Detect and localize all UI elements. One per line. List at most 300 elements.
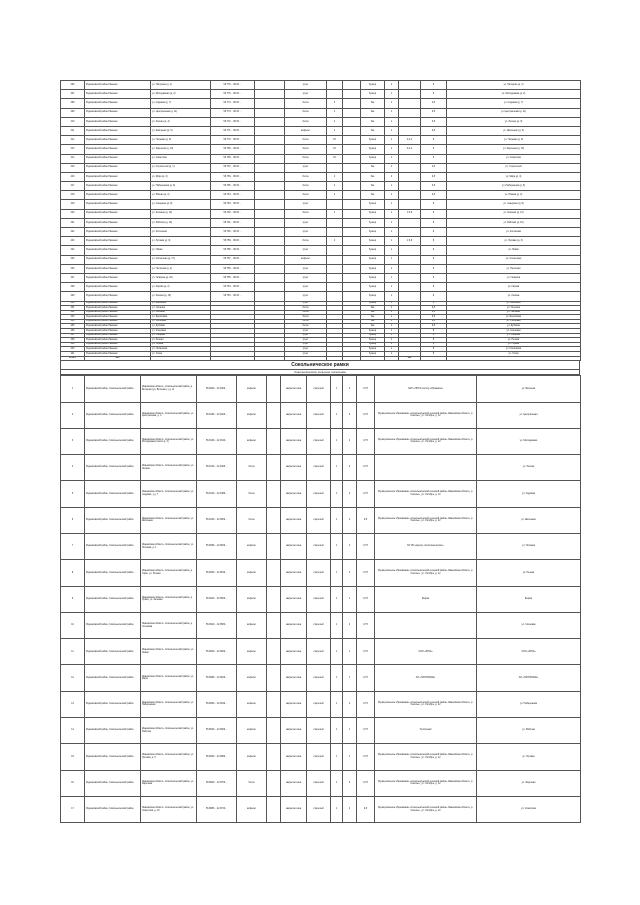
table-cell: 8 xyxy=(421,200,447,209)
table-cell: 56.760... 38.03 ... xyxy=(211,228,255,237)
table-cell xyxy=(267,691,281,717)
table-cell: Родниковский район Раменки xyxy=(85,237,151,246)
waste-sites-table-2 xyxy=(60,375,581,823)
table-cell: Ивановская область, Сокольнический район, д. Сосновка xyxy=(141,612,197,638)
table-cell: 8 xyxy=(421,228,447,237)
table-cell: 1 xyxy=(385,329,399,334)
table-row xyxy=(61,560,581,586)
table-cell: 0,75 xyxy=(357,612,375,638)
table-cell: Родниковский район, Сокольнический район xyxy=(85,507,141,533)
table-cell xyxy=(327,81,343,90)
table-cell xyxy=(399,264,421,273)
table-row xyxy=(61,237,581,246)
table-cell: Родниковский район, Сокольнический район xyxy=(85,586,141,612)
table-cell xyxy=(399,228,421,237)
table-cell: ул. Советская xyxy=(477,796,581,822)
table-cell: 56.762... 38.03 ... xyxy=(211,209,255,218)
table-cell: 412 xyxy=(61,136,85,145)
table-cell: ул. Молодёжная xyxy=(477,428,581,454)
table-cell: 441 xyxy=(61,352,85,357)
table-cell: 1 xyxy=(385,117,399,126)
table-cell: ул. Лесная xyxy=(477,455,581,481)
table-cell: 2 xyxy=(343,481,357,507)
table-row xyxy=(61,586,581,612)
table-cell: асфальт xyxy=(237,718,267,744)
table-cell xyxy=(267,639,281,665)
table-cell: Родниковский район Раменки xyxy=(85,310,151,315)
table-cell: 1 xyxy=(331,639,343,665)
table-cell: открытый xyxy=(307,560,331,586)
table-cell: 430 xyxy=(61,301,85,306)
table-cell xyxy=(255,228,285,237)
table-cell: 56.9120... 42.0480... xyxy=(197,481,237,507)
table-cell xyxy=(255,126,285,135)
table-cell: 1 xyxy=(385,255,399,264)
table-cell: бетон xyxy=(285,191,327,200)
table-cell: 8 xyxy=(61,560,85,586)
table-cell: 1 xyxy=(331,665,343,691)
table-cell: 1 xyxy=(385,283,399,292)
table-cell: ул. Садовая (д. 7) xyxy=(151,99,211,108)
table-cell: Родниковский район Раменки xyxy=(85,264,151,273)
table-row xyxy=(61,376,581,402)
table-cell: 8 xyxy=(421,329,447,334)
table-cell: Тепличный xyxy=(375,718,477,744)
table-cell: ул. Осенняя xyxy=(447,306,581,311)
table-cell: 0,75 xyxy=(357,428,375,454)
table-cell: ул. Заречная (д. 13) xyxy=(151,145,211,154)
table-cell: 4 xyxy=(327,191,343,200)
table-cell: Ивановская область, Сокольнический район, ул. Центральная, д. 4 xyxy=(141,402,197,428)
total-cell xyxy=(151,356,211,361)
table-cell: 1 xyxy=(343,665,357,691)
table-cell: Родниковский район Раменки xyxy=(85,172,151,181)
table-cell: Родниковский район Раменки xyxy=(85,329,151,334)
table-cell: 2 xyxy=(343,691,357,717)
table-cell: ул. Полевая (д. 9) xyxy=(447,136,581,145)
table-cell: ул. Молодёжная (д. 2) xyxy=(447,90,581,99)
table-row xyxy=(61,200,581,209)
table-cell: Родниковский район, Сокольнический район xyxy=(85,796,141,822)
table-cell: ул. Полянская xyxy=(151,347,211,352)
table-cell: 4 xyxy=(385,163,399,172)
table-cell: ул. Центральная (д. 11) xyxy=(151,108,211,117)
table-cell: 56.8960... 42.0640... xyxy=(197,691,237,717)
table-cell: ул. Берёзовая xyxy=(151,315,211,320)
table-cell xyxy=(343,218,361,227)
total-cell xyxy=(385,356,399,361)
table-cell: Родниковский район, Сокольнический район xyxy=(85,481,141,507)
table-cell xyxy=(343,145,361,154)
table-cell: бункер xyxy=(361,329,385,334)
table-cell xyxy=(375,612,477,638)
table-cell: бетон xyxy=(237,770,267,796)
table-cell: 1,5-8 xyxy=(399,237,421,246)
table-cell: бункер xyxy=(361,342,385,347)
table-cell: Родниковский район, Сокольнический район xyxy=(85,639,141,665)
table-cell: грунт xyxy=(285,342,327,347)
section-subtitle: Сокольническое сельское поселение xyxy=(60,370,580,375)
table-cell: 8 xyxy=(421,347,447,352)
table-cell: 1 xyxy=(385,90,399,99)
table-cell: бункер xyxy=(361,228,385,237)
table-cell: 1 xyxy=(61,376,85,402)
table-cell: 1 xyxy=(331,428,343,454)
table-row xyxy=(61,718,581,744)
table-row xyxy=(61,273,581,282)
table-cell: ул. Речная xyxy=(477,560,581,586)
table-cell: 56.9000... 42.0600... xyxy=(197,639,237,665)
table-cell: ул. Лесная (д. 3) xyxy=(151,117,211,126)
table-cell: грунт xyxy=(285,81,327,90)
table-cell xyxy=(255,191,285,200)
table-cell: 56.759... 38.03 ... xyxy=(211,237,255,246)
table-cell: ул. Набережная (д. 6) xyxy=(447,182,581,191)
table-cell: 1 xyxy=(385,237,399,246)
table-row xyxy=(61,292,581,301)
table-row xyxy=(61,117,581,126)
table-cell: бак xyxy=(361,163,385,172)
table-cell: 0,75 xyxy=(357,718,375,744)
table-cell: ул. Сосновая xyxy=(477,612,581,638)
table-cell: открытый xyxy=(307,402,331,428)
table-cell: бункер xyxy=(361,200,385,209)
table-cell: 0,75 xyxy=(357,376,375,402)
table-cell: 415 xyxy=(61,163,85,172)
table-cell: бункер xyxy=(361,237,385,246)
table-cell: бетон xyxy=(285,136,327,145)
table-cell: открытый xyxy=(307,796,331,822)
table-cell: ул. Южная (д. 2) xyxy=(447,191,581,200)
table-cell: 418 xyxy=(61,191,85,200)
table-cell: ул. Новая xyxy=(447,246,581,255)
table-cell: 8 xyxy=(421,333,447,338)
table-cell: открытый xyxy=(307,770,331,796)
table-cell: закрытая зона xyxy=(281,770,307,796)
table-cell: 2 xyxy=(343,770,357,796)
table-cell: открытый xyxy=(307,481,331,507)
table-cell: 1 xyxy=(331,770,343,796)
table-cell: ул. Заречная (д. 13) xyxy=(447,145,581,154)
table-cell: 8 xyxy=(421,342,447,347)
table-cell: 0,8 xyxy=(421,315,447,320)
table-cell: бетон xyxy=(285,237,327,246)
table-cell: ул. Южная (д. 2) xyxy=(151,191,211,200)
table-cell xyxy=(255,200,285,209)
table-cell: 56.774... 38.03 ... xyxy=(211,99,255,108)
table-cell: 410 xyxy=(61,117,85,126)
table-cell: открытый xyxy=(307,639,331,665)
table-cell: 4 xyxy=(327,209,343,218)
table-cell: 4 xyxy=(327,172,343,181)
table-cell xyxy=(267,560,281,586)
table-cell: бак xyxy=(361,117,385,126)
table-cell: АО «ПАНОРАМА» xyxy=(477,665,581,691)
table-cell: 13 xyxy=(61,691,85,717)
table-cell xyxy=(267,796,281,822)
total-cell xyxy=(255,356,285,361)
table-cell: 1 xyxy=(385,264,399,273)
table-cell xyxy=(327,246,343,255)
table-row xyxy=(61,455,581,481)
table-cell: открытый xyxy=(307,612,331,638)
table-cell: асфальт xyxy=(237,376,267,402)
table-cell: 56.755... 38.03 ... xyxy=(211,273,255,282)
table-cell xyxy=(399,218,421,227)
table-cell xyxy=(343,99,361,108)
table-cell: 8 xyxy=(421,218,447,227)
table-cell: 56.8940... 42.0660... xyxy=(197,718,237,744)
table-cell: асфальт xyxy=(237,744,267,770)
table-cell: 0,75 xyxy=(357,665,375,691)
table-cell: грунт xyxy=(285,264,327,273)
table-cell: ООО «ЮНА» xyxy=(375,639,477,665)
table-cell: ул. Горная xyxy=(151,342,211,347)
table-cell: 432 xyxy=(61,310,85,315)
table-cell: Родниковский район Раменки xyxy=(85,108,151,117)
table-cell xyxy=(267,428,281,454)
table-row xyxy=(61,402,581,428)
table-cell: ул. Мира (д. 4) xyxy=(151,172,211,181)
table-cell: 56.757... 38.03 ... xyxy=(211,255,255,264)
table-cell: грунт xyxy=(285,246,327,255)
table-cell: Родниковский район, Сокольнический район xyxy=(85,718,141,744)
table-cell: Родниковский район Раменки xyxy=(85,81,151,90)
table-cell: 1 xyxy=(385,218,399,227)
table-cell: Ферма xyxy=(477,586,581,612)
table-cell: 56.768... 38.03 ... xyxy=(211,154,255,163)
table-cell: Родниковский район Раменки xyxy=(85,228,151,237)
table-cell: 56.9040... 42.0560... xyxy=(197,586,237,612)
table-row xyxy=(61,154,581,163)
table-cell: асфальт xyxy=(237,796,267,822)
table-cell: 7 xyxy=(61,534,85,560)
table-cell xyxy=(399,182,421,191)
table-cell: 56.9020... 42.0580... xyxy=(197,612,237,638)
table-cell: бункер xyxy=(361,154,385,163)
table-cell: 56.9140... 42.0460... xyxy=(197,455,237,481)
table-cell: Муниципальное образование «Сокольнический сельский район» Ивановская область, р. Сокольн., ул. Октябрь, д. 12 xyxy=(375,691,477,717)
table-cell: Ивановская область, Сокольнический район, д. Лужки, ул. Зелёная xyxy=(141,586,197,612)
table-cell: 429 xyxy=(61,292,85,301)
table-cell: Ивановская область, Сокольнический район, ул. Садовая, у д. 7 xyxy=(141,481,197,507)
table-cell: Родниковский район Раменки xyxy=(85,315,151,320)
table-cell: 0,8 xyxy=(421,182,447,191)
table-cell xyxy=(343,81,361,90)
table-cell: бак xyxy=(361,310,385,315)
table-cell: бункер xyxy=(361,301,385,306)
table-cell xyxy=(343,136,361,145)
table-cell: ул. Северная (д. 8) xyxy=(151,200,211,209)
total-cell: 335 xyxy=(85,356,151,361)
table-cell: бак xyxy=(361,315,385,320)
table-cell: 1 xyxy=(385,338,399,343)
table-cell: ул. Школьная (д. 5) xyxy=(151,126,211,135)
table-cell: 1 xyxy=(385,81,399,90)
table-cell: 1 xyxy=(385,154,399,163)
table-cell: Ивановская область, Сокольнический район, ул. Молодёжная (около д. 3) xyxy=(141,428,197,454)
table-cell: ул. Набережная xyxy=(477,691,581,717)
table-cell: бетон xyxy=(285,172,327,181)
table-cell: 1 xyxy=(331,481,343,507)
table-cell: асфальт xyxy=(237,665,267,691)
table-cell xyxy=(399,81,421,90)
table-cell: АО «ПАНОРАМА» xyxy=(375,665,477,691)
table-cell xyxy=(267,718,281,744)
table-cell: Родниковский район Раменки xyxy=(85,200,151,209)
table-cell: бак xyxy=(361,99,385,108)
table-cell: закрытая зона xyxy=(281,586,307,612)
table-cell: 438 xyxy=(61,338,85,343)
table-cell: ул. Школьная xyxy=(477,507,581,533)
table-cell xyxy=(399,283,421,292)
table-cell: Ивановская область, Сокольнический район, д. Горки, ул. Речная xyxy=(141,560,197,586)
table-cell xyxy=(255,154,285,163)
table-cell: 0,8 xyxy=(421,306,447,311)
table-cell: асфальт xyxy=(237,691,267,717)
table-cell: 0,8 xyxy=(421,99,447,108)
table-cell: ул. Липовая xyxy=(447,310,581,315)
total-cell xyxy=(327,356,343,361)
table-row xyxy=(61,639,581,665)
table-cell: асфальт xyxy=(285,126,327,135)
table-cell: асфальт xyxy=(237,560,267,586)
table-cell: бункер xyxy=(361,90,385,99)
table-cell: бункер xyxy=(361,352,385,357)
table-cell: бункер xyxy=(361,209,385,218)
table-cell: 0,8 xyxy=(357,796,375,822)
table-cell xyxy=(399,246,421,255)
table-row xyxy=(61,228,581,237)
table-cell: 56.753... 38.03 ... xyxy=(211,292,255,301)
table-cell: бункер xyxy=(361,145,385,154)
table-cell: 0,8 xyxy=(421,191,447,200)
table-cell: закрытая зона xyxy=(281,402,307,428)
table-cell: 417 xyxy=(61,182,85,191)
table-row xyxy=(61,255,581,264)
table-cell xyxy=(343,90,361,99)
table-cell xyxy=(255,136,285,145)
table-cell: 1 xyxy=(343,586,357,612)
table-row xyxy=(61,126,581,135)
table-cell: бетон xyxy=(285,310,327,315)
table-row xyxy=(61,744,581,770)
table-cell: 421 xyxy=(61,218,85,227)
table-row xyxy=(61,283,581,292)
table-cell: Родниковский район, Сокольнический район xyxy=(85,691,141,717)
table-cell: 433 xyxy=(61,315,85,320)
table-cell: грунт xyxy=(285,218,327,227)
table-cell xyxy=(255,218,285,227)
table-cell xyxy=(399,108,421,117)
table-cell: 56.764... 38.03 ... xyxy=(211,191,255,200)
table-cell xyxy=(327,163,343,172)
table-cell: бетон xyxy=(285,209,327,218)
table-cell: 0,8 xyxy=(357,507,375,533)
table-row xyxy=(61,182,581,191)
table-cell: грунт xyxy=(285,352,327,357)
table-cell: асфальт xyxy=(237,402,267,428)
table-cell: 8 xyxy=(421,301,447,306)
table-cell: ул. Липовая xyxy=(151,310,211,315)
table-cell: 1 xyxy=(331,376,343,402)
table-cell: Родниковский район Раменки xyxy=(85,154,151,163)
table-cell: 1 xyxy=(385,319,399,324)
table-cell: бак xyxy=(361,182,385,191)
table-cell: 1 xyxy=(385,99,399,108)
table-cell: Ивановская область, Сокольнический район, ул. Рабочая xyxy=(141,718,197,744)
table-cell: ул. Зелёная (д. 12) xyxy=(447,209,581,218)
table-cell: бетон xyxy=(237,455,267,481)
table-cell: 0,75 xyxy=(357,455,375,481)
table-row xyxy=(61,612,581,638)
table-row xyxy=(61,691,581,717)
table-cell: Родниковский район Раменки xyxy=(85,99,151,108)
table-cell xyxy=(399,273,421,282)
table-cell: ул. Ленина xyxy=(447,292,581,301)
table-cell: 15 xyxy=(327,136,343,145)
table-cell: 416 xyxy=(61,172,85,181)
table-cell: 1 xyxy=(327,126,343,135)
table-cell: Родниковский район Раменки xyxy=(85,209,151,218)
table-cell: 56.9180... 42.0420... xyxy=(197,402,237,428)
table-row xyxy=(61,534,581,560)
table-cell: закрытая зона xyxy=(281,796,307,822)
table-cell: 8 xyxy=(421,154,447,163)
table-cell: 419 xyxy=(61,200,85,209)
table-cell: 422 xyxy=(61,228,85,237)
table-cell: ул. Молодёжная (д. 2) xyxy=(151,90,211,99)
table-cell: 56.9080... 42.0520... xyxy=(197,534,237,560)
table-cell: ЗАО «НПСК Сектор «Прованса» xyxy=(375,376,477,402)
table-cell: 56.772... 38.03 ... xyxy=(211,117,255,126)
table-cell xyxy=(327,292,343,301)
table-cell: 4 xyxy=(327,237,343,246)
table-cell: Родниковский район, Сокольнический район xyxy=(85,744,141,770)
table-cell: ул. Садовая (д. 7) xyxy=(447,99,581,108)
table-cell: бункер xyxy=(361,255,385,264)
table-cell: 56.771... 38.03 ... xyxy=(211,126,255,135)
total-cell xyxy=(211,356,255,361)
table-cell: асфальт xyxy=(285,255,327,264)
table-cell: открытый xyxy=(307,455,331,481)
table-row xyxy=(61,90,581,99)
table-cell: бункер xyxy=(361,218,385,227)
table-cell: ул. Песочная (д. 4) xyxy=(151,264,211,273)
table-row xyxy=(61,81,581,90)
table-cell xyxy=(343,163,361,172)
table-cell xyxy=(343,191,361,200)
table-cell: 427 xyxy=(61,273,85,282)
table-cell xyxy=(343,246,361,255)
table-cell: Муниципальное образование «Сокольнический сельский район» Ивановская область, р. Сокольн., ул. Октябрь, д. 12 xyxy=(375,402,477,428)
table-cell: бетон xyxy=(237,481,267,507)
table-cell: 440 xyxy=(61,347,85,352)
table-cell: открытый xyxy=(307,718,331,744)
table-cell: 8 xyxy=(421,81,447,90)
table-cell: 1 xyxy=(385,136,399,145)
table-cell: ул. Ветюшки xyxy=(477,376,581,402)
table-cell xyxy=(343,154,361,163)
table-cell: 56.767... 38.03 ... xyxy=(211,163,255,172)
table-cell xyxy=(255,145,285,154)
table-cell: 56.756... 38.03 ... xyxy=(211,264,255,273)
table-cell xyxy=(399,154,421,163)
table-cell: ул. Нагорная (д. 1) xyxy=(151,81,211,90)
table-cell xyxy=(255,90,285,99)
table-cell: 0,75 xyxy=(357,639,375,665)
table-cell xyxy=(255,264,285,273)
